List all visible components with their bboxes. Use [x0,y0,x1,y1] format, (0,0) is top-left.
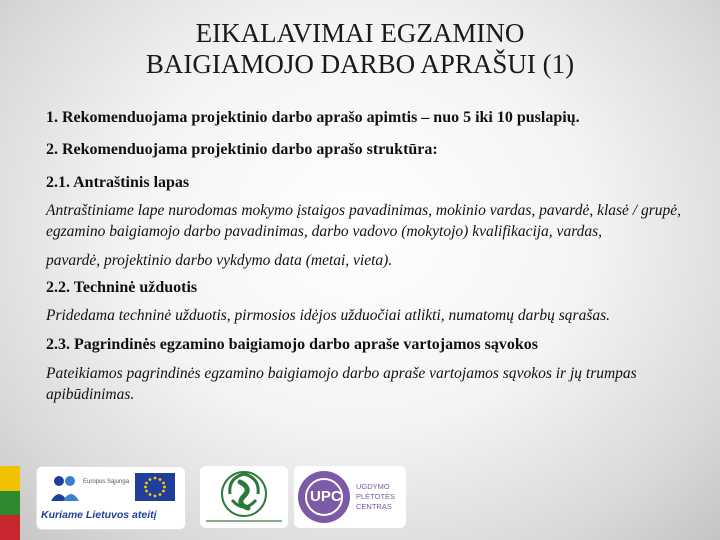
flag-stripe-yellow [0,466,20,491]
upc-name-line-3: CENTRAS [356,502,392,511]
section-2-1-description: Antraštiniame lape nurodomas mokymo įstaigos pavadinimas, mokinio vardas, pavardė, klasė / grupė, egzamino baigiamojo darbo pavadinimas, darbo vadovo (mokytojo) kvalifikacija, vardas, [46,202,682,240]
flag-stripe-red [0,515,20,540]
item-2-text: 2. Rekomenduojama projektinio darbo aprašo struktūra: [46,141,438,158]
item-1-text: 1. Rekomenduojama projektinio darbo aprašo apimtis – nuo 5 iki 10 puslapių. [46,109,580,126]
esf-eu-logo [36,466,186,530]
upc-logo [294,466,406,528]
lithuanian-flag-stripes [0,466,20,540]
upc-name-line-1: UGDYMO [356,482,390,491]
slide-body [46,108,686,413]
section-2-2-description: Pridedama techninė užduotis, pirmosios idėjos užduočiai atlikti, numatomų darbų sąrašas. [46,306,611,324]
flag-stripe-green [0,491,20,516]
ministry-emblem-icon [200,466,288,528]
ministry-logo [200,466,288,528]
slide-title [0,18,720,80]
section-2-1-description-cont: pavardė, projektinio darbo vykdymo data (metai, vieta). [46,252,393,269]
title-line-2: BAIGIAMOJO DARBO APRAŠUI (1) [145,49,575,79]
upc-name-line-2: PLĖTOTĖS [356,492,396,501]
title-line-1: EIKALAVIMAI EGZAMINO [195,18,525,48]
section-2-1-heading: 2.1. Antraštinis lapas [46,174,190,191]
section-2-2-heading: 2.2. Techninė užduotis [46,278,198,296]
upc-letters: UPC [310,488,342,505]
section-2-3-description: Pateikiamos pagrindinės egzamino baigiamojo darbo apraše vartojamos sąvokos ir jų trumpas apibūdinimas. [46,365,637,403]
section-2-3-heading: 2.3. Pagrindinės egzamino baigiamojo darbo apraše vartojamos sąvokos [46,336,538,353]
esf-figures-icon [51,476,79,501]
esf-slogan: Kuriame Lietuvos ateitį [41,509,157,521]
esf-small-text: Europos Sąjunga [83,479,130,485]
